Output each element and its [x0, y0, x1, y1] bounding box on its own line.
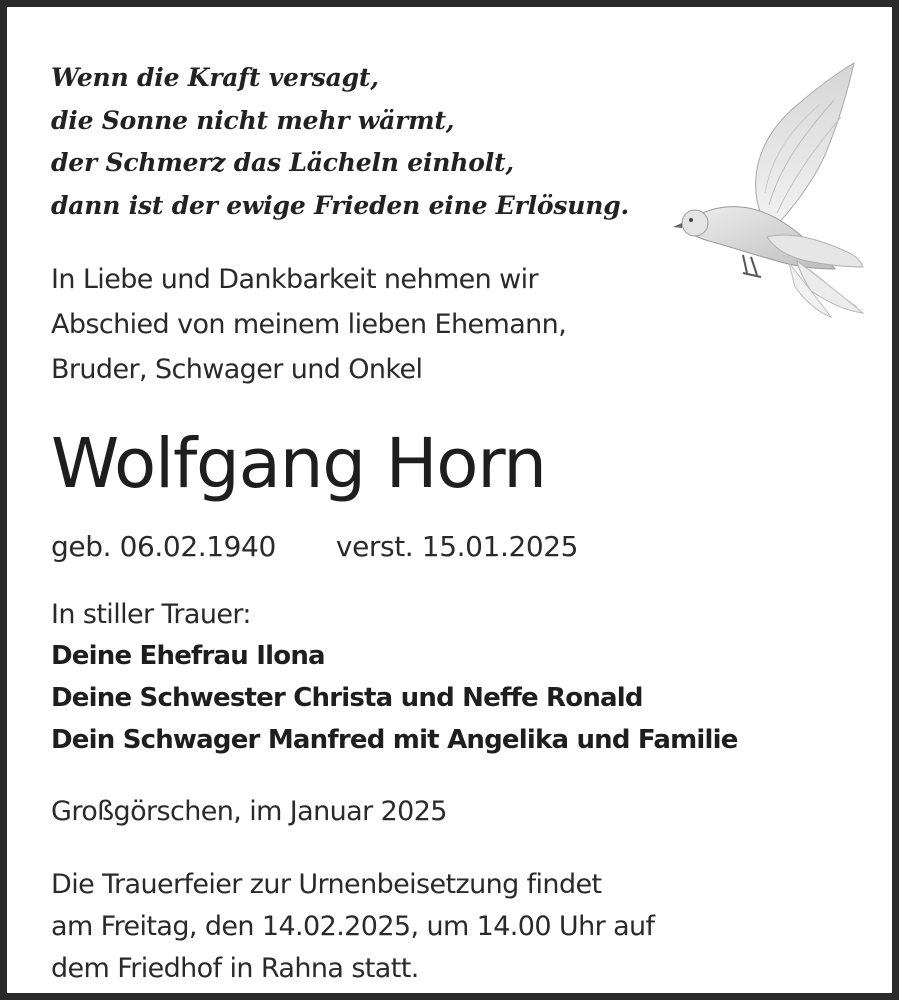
- poem-line: dann ist der ewige Frieden eine Erlösung.: [51, 190, 629, 220]
- poem-line: die Sonne nicht mehr wärmt,: [51, 105, 455, 135]
- mourner-line: Dein Schwager Manfred mit Angelika und Familie: [51, 725, 738, 755]
- poem-line: der Schmerz das Lächeln einholt,: [51, 148, 514, 177]
- poem-line: Wenn die Kraft versagt,: [51, 63, 379, 92]
- mourners-list: [51, 635, 738, 761]
- intro-line: Abschied von meinem lieben Ehemann,: [51, 309, 567, 340]
- intro-line: In Liebe und Dankbarkeit nehmen wir: [51, 264, 539, 295]
- dove-icon: [669, 55, 869, 325]
- life-dates: [51, 524, 578, 570]
- service-line: am Freitag, den 14.02.2025, um 14.00 Uhr auf: [51, 911, 655, 942]
- service-line: dem Friedhof in Rahna statt.: [51, 953, 419, 984]
- deceased-name: Wolfgang Horn: [51, 424, 546, 504]
- mourner-line: Deine Ehefrau Ilona: [51, 641, 325, 671]
- mourners-label: In stiller Trauer:: [51, 599, 251, 630]
- service-line: Die Trauerfeier zur Urnenbeisetzung findet: [51, 869, 602, 900]
- service-info: [51, 864, 654, 990]
- place-date: Großgörschen, im Januar 2025: [51, 796, 447, 827]
- poem: [51, 57, 629, 227]
- birth-date: geb. 06.02.1940: [51, 530, 276, 563]
- intro-text: [51, 257, 566, 392]
- intro-line: Bruder, Schwager und Onkel: [51, 354, 423, 385]
- mourner-line: Deine Schwester Christa und Neffe Ronald: [51, 683, 643, 713]
- death-date: verst. 15.01.2025: [335, 530, 579, 563]
